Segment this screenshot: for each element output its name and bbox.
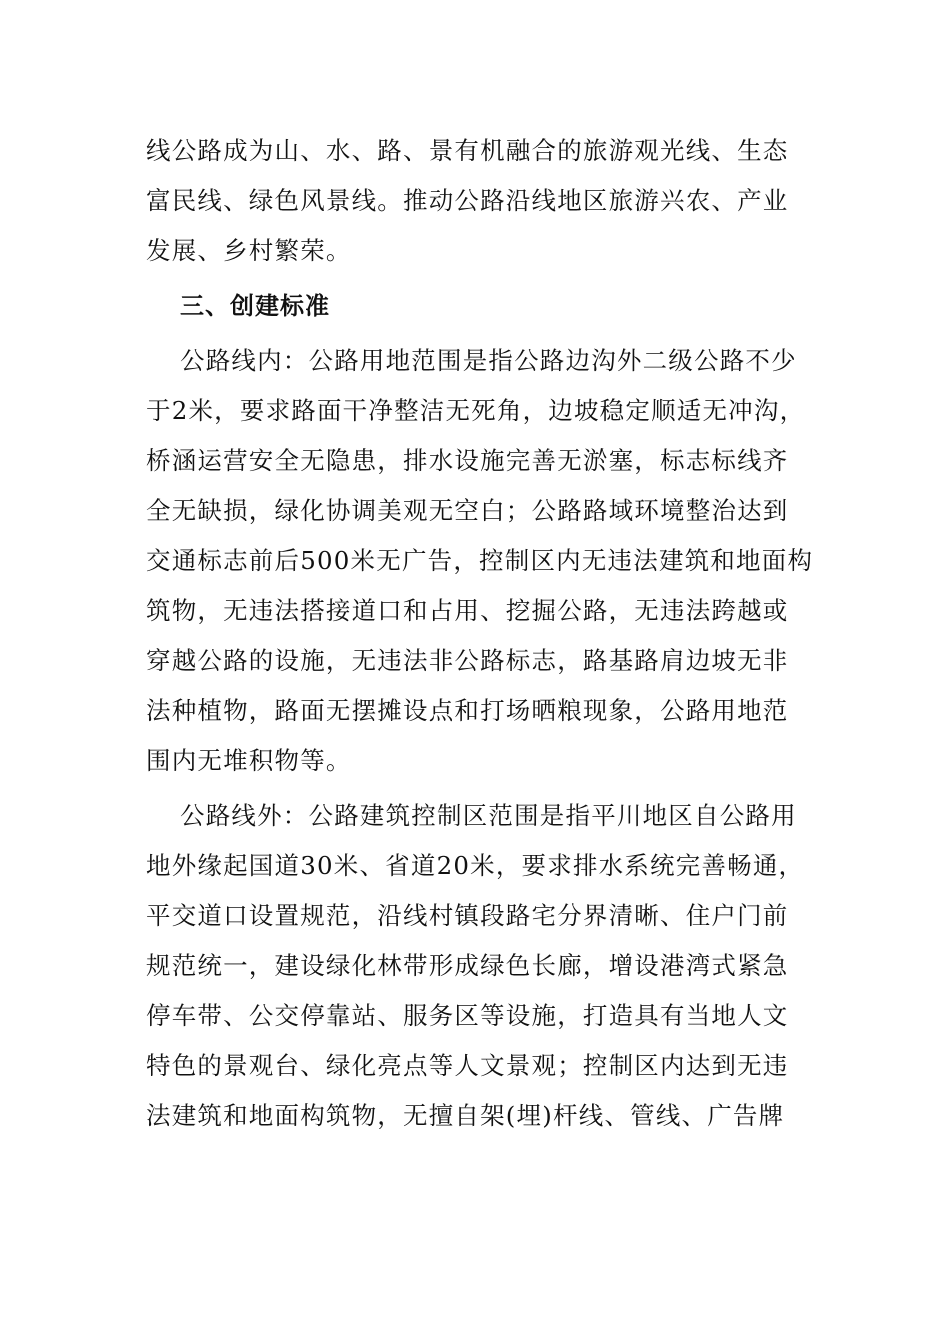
paragraph-line: 地外缘起国道30米、省道20米，要求排水系统完善畅通， (146, 851, 805, 880)
paragraph-line: 交通标志前后500米无广告，控制区内无违法建筑和地面构 (146, 546, 814, 575)
paragraph-line: 发展、乡村繁荣。 (146, 236, 352, 265)
paragraph-line: 全无缺损，绿化协调美观无空白；公路路域环境整治达到 (146, 496, 789, 525)
paragraph-line: 特色的景观台、绿化亮点等人文景观；控制区内达到无违 (146, 1051, 789, 1080)
section-heading: 三、创建标准 (180, 292, 330, 320)
paragraph-line: 公路线外：公路建筑控制区范围是指平川地区自公路用 (180, 801, 797, 830)
paragraph-line: 公路线内：公路用地范围是指公路边沟外二级公路不少 (180, 346, 797, 375)
paragraph-line: 于2米，要求路面干净整洁无死角，边坡稳定顺适无冲沟， (146, 396, 806, 425)
paragraph-line: 法种植物，路面无摆摊设点和打场晒粮现象，公路用地范 (146, 696, 789, 725)
paragraph-line: 平交道口设置规范，沿线村镇段路宅分界清晰、住户门前 (146, 901, 789, 930)
paragraph-line: 筑物，无违法搭接道口和占用、挖掘公路，无违法跨越或 (146, 596, 789, 625)
paragraph-line: 富民线、绿色风景线。推动公路沿线地区旅游兴农、产业 (146, 186, 789, 215)
paragraph-line: 桥涵运营安全无隐患，排水设施完善无淤塞，标志标线齐 (146, 446, 789, 475)
paragraph-line: 停车带、公交停靠站、服务区等设施，打造具有当地人文 (146, 1001, 789, 1030)
paragraph-line: 线公路成为山、水、路、景有机融合的旅游观光线、生态 (146, 136, 789, 165)
paragraph-line: 法建筑和地面构筑物，无擅自架(埋)杆线、管线、广告牌 (146, 1101, 785, 1130)
paragraph-line: 围内无堆积物等。 (146, 746, 352, 775)
paragraph-line: 规范统一，建设绿化林带形成绿色长廊，增设港湾式紧急 (146, 951, 789, 980)
paragraph-line: 穿越公路的设施，无违法非公路标志，路基路肩边坡无非 (146, 646, 789, 675)
